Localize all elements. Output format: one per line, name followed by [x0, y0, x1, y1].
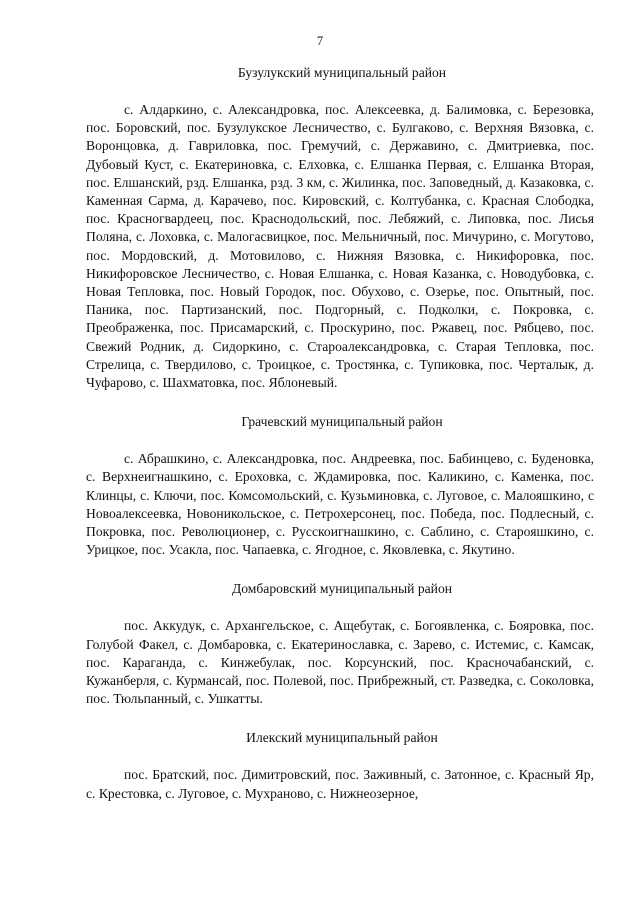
page-number: 7 [316, 34, 324, 48]
district-section-dombarovka [86, 580, 594, 708]
district-heading: Бузулукский муниципальный район [237, 65, 447, 80]
settlement-list: пос. Братский, пос. Димитровский, пос. Заживный, с. Затонное, с. Красный Яр, с. Крестовка, с. Луговое, с. Мухраново, с. Нижнеозерное, [86, 767, 594, 801]
settlement-list: с. Алдаркино, с. Александровка, пос. Алексеевка, д. Балимовка, с. Березовка, пос. Боровский, пос. Бузулукское Лесничество, с. Булгаково, с. Верхняя Вязовка, с. Воронцовка, д. Гавриловка, пос. Гремучий, с. Державино, с. Дмитриевка, пос. Дубовый Куст, с. Екатериновка, с. Елховка, с. Елшанка Первая, с. Елшанка Вторая, пос. Елшанский, рзд. Елшанка, рзд. 3 км, с. Жилинка, пос. Заповедный, д. Казаковка, с. Каменная Сарма, д. Карачево, пос. Кировский, с. Колтубанка, с. Красная Слободка, пос. Красногвардеец, пос. Краснодольский, пос. Лебяжий, с. Липовка, пос. Лисья Поляна, с. Лоховка, с. Малогасвицкое, пос. Мельничный, пос. Мичурино, с. Могутово, пос. Мордовский, д. Мотовилово, с. Нижняя Вязовка, с. Никифоровка, пос. Никифоровское Лесничество, с. Новая Елшанка, с. Новая Казанка, с. Новодубовка, с. Новая Тепловка, пос. Новый Городок, пос. Обухово, с. Озерье, пос. Опытный, пос. Паника, пос. Партизанский, пос. Подгорный, с. Подколки, с. Покровка, с. Преображенка, пос. Присамарский, с. Проскурино, пос. Ржавец, пос. Рябцево, пос. Свежий Родник, д. Сидоркино, с. Староалександровка, с. Старая Тепловка, пос. Стрелица, с. Твердилово, с. Троицкое, с. Тростянка, с. Тупиковка, пос. Черталык, д. Чуфарово, с. Шахматовка, пос. Яблоневый. [86, 102, 594, 391]
district-section-buzuluk [86, 64, 594, 392]
settlement-list: с. Абрашкино, с. Александровка, пос. Андреевка, пос. Бабинцево, с. Буденовка, с. Верхнеигнашкино, с. Ероховка, с. Ждамировка, пос. Каликино, с. Каменка, пос. Клинцы, с. Ключи, пос. Комсомольский, с. Кузьминовка, с. Луговое, с. Малояшкино, с Новоалексеевка, Новоникольское, с. Петрохерсонец, пос. Победа, пос. Подлесный, с. Покровка, пос. Революционер, с. Русскоигнашкино, с. Саблино, с. Старояшкино, с. Урицкое, пос. Усакла, пос. Чапаевка, с. Ягодное, с. Яковлевка, с. Якутино. [86, 451, 594, 558]
district-section-grachevka [86, 413, 594, 559]
document-body [86, 64, 594, 803]
district-heading: Грачевский муниципальный район [241, 414, 443, 430]
district-heading: Илекский муниципальный район [246, 730, 438, 746]
district-heading: Домбаровский муниципальный район [231, 581, 453, 597]
settlement-list: пос. Аккудук, с. Архангельское, с. Ащебутак, с. Богоявленка, с. Бояровка, пос. Голубой Факел, с. Домбаровка, с. Екатеринославка, с. Зарево, с. Истемис, с. Камсак, пос. Караганда, с. Кинжебулак, пос. Корсунский, пос. Красночабанский, с. Кужанберля, с. Курмансай, пос. Полевой, пос. Прибрежный, ст. Разведка, с. Соколовка, пос. Тюльпанный, с. Ушкатты. [86, 618, 594, 707]
district-section-ilek [86, 729, 594, 802]
